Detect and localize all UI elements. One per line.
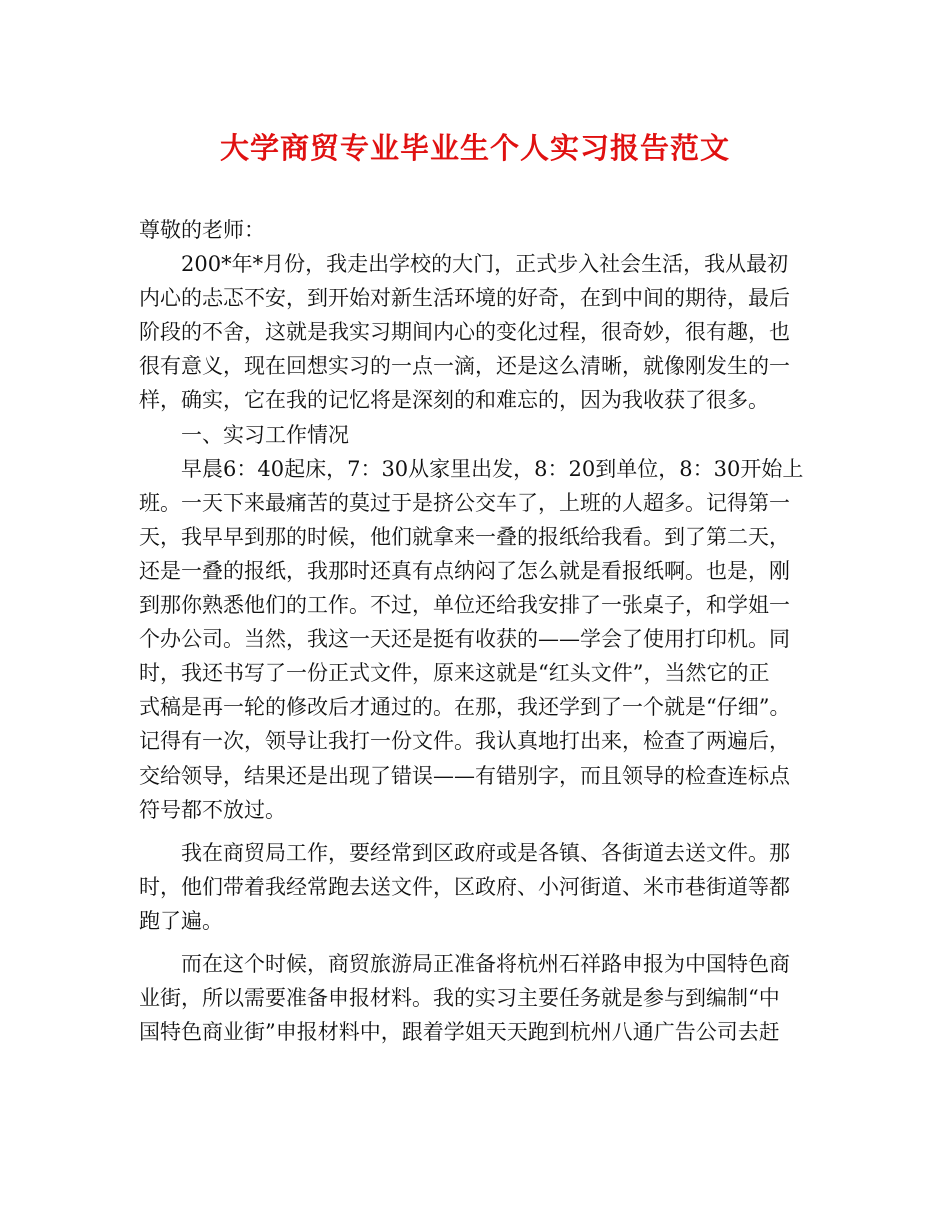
paragraph-line: 而在这个时候，商贸旅游局正准备将杭州石祥路申报为中国特色商 — [181, 951, 790, 976]
paragraph-line: 还是一叠的报纸，我那时还真有点纳闷了怎么就是看报纸啊。也是，刚 — [139, 558, 790, 583]
paragraph-line: 业街，所以需要准备申报材料。我的实习主要任务就是参与到编制“中 — [139, 985, 780, 1010]
paragraph-line: 交给领导，结果还是出现了错误——有错别字，而且领导的检查连标点 — [139, 763, 790, 788]
paragraph-line: 个办公司。当然，我这一天还是挺有收获的——学会了使用打印机。同 — [139, 627, 790, 652]
paragraph-line: 时，他们带着我经常跑去送文件，区政府、小河街道、米市巷街道等都 — [139, 874, 790, 899]
paragraph-line: 记得有一次，领导让我打一份文件。我认真地打出来，检查了两遍后， — [139, 729, 790, 754]
paragraph-line: 式稿是再一轮的修改后才通过的。在那，我还学到了一个就是“仔细”。 — [139, 695, 791, 720]
paragraph-line: 样，确实，它在我的记忆将是深刻的和难忘的，因为我收获了很多。 — [139, 388, 769, 413]
paragraph-line: 时，我还书写了一份正式文件，原来这就是“红头文件”，当然它的正 — [139, 661, 770, 686]
paragraph-line: 班。一天下来最痛苦的莫过于是挤公交车了，上班的人超多。记得第一 — [139, 490, 790, 515]
paragraph-line: 跑了遍。 — [139, 908, 223, 933]
document-body — [139, 213, 819, 1049]
paragraph-line: 天，我早早到那的时候，他们就拿来一叠的报纸给我看。到了第二天， — [139, 524, 790, 549]
paragraph-line: 很有意义，现在回想实习的一点一滴，还是这么清晰，就像刚发生的一 — [139, 354, 790, 379]
paragraph-line: 我在商贸局工作，要经常到区政府或是各镇、各街道去送文件。那 — [181, 840, 790, 865]
paragraph-line: 符号都不放过。 — [139, 797, 286, 822]
paragraph-line: 200*年*月份，我走出学校的大门，正式步入社会生活，我从最初 — [181, 252, 789, 277]
salutation: 尊敬的老师： — [139, 218, 265, 242]
section-heading: 一、实习工作情况 — [181, 422, 349, 447]
paragraph-line: 内心的忐忑不安，到开始对新生活环境的好奇，在到中间的期待，最后 — [139, 286, 790, 311]
paragraph-line: 阶段的不舍，这就是我实习期间内心的变化过程，很奇妙，很有趣，也 — [139, 320, 790, 345]
paragraph-line: 到那你熟悉他们的工作。不过，单位还给我安排了一张桌子，和学姐一 — [139, 593, 790, 618]
paragraph-line: 国特色商业街”申报材料中，跟着学姐天天跑到杭州八通广告公司去赶 — [139, 1019, 780, 1044]
document-title: 大学商贸专业毕业生个人实习报告范文 — [219, 131, 730, 165]
paragraph-line: 早晨6：40起床，7：30从家里出发，8：20到单位，8：30开始上 — [181, 456, 804, 481]
